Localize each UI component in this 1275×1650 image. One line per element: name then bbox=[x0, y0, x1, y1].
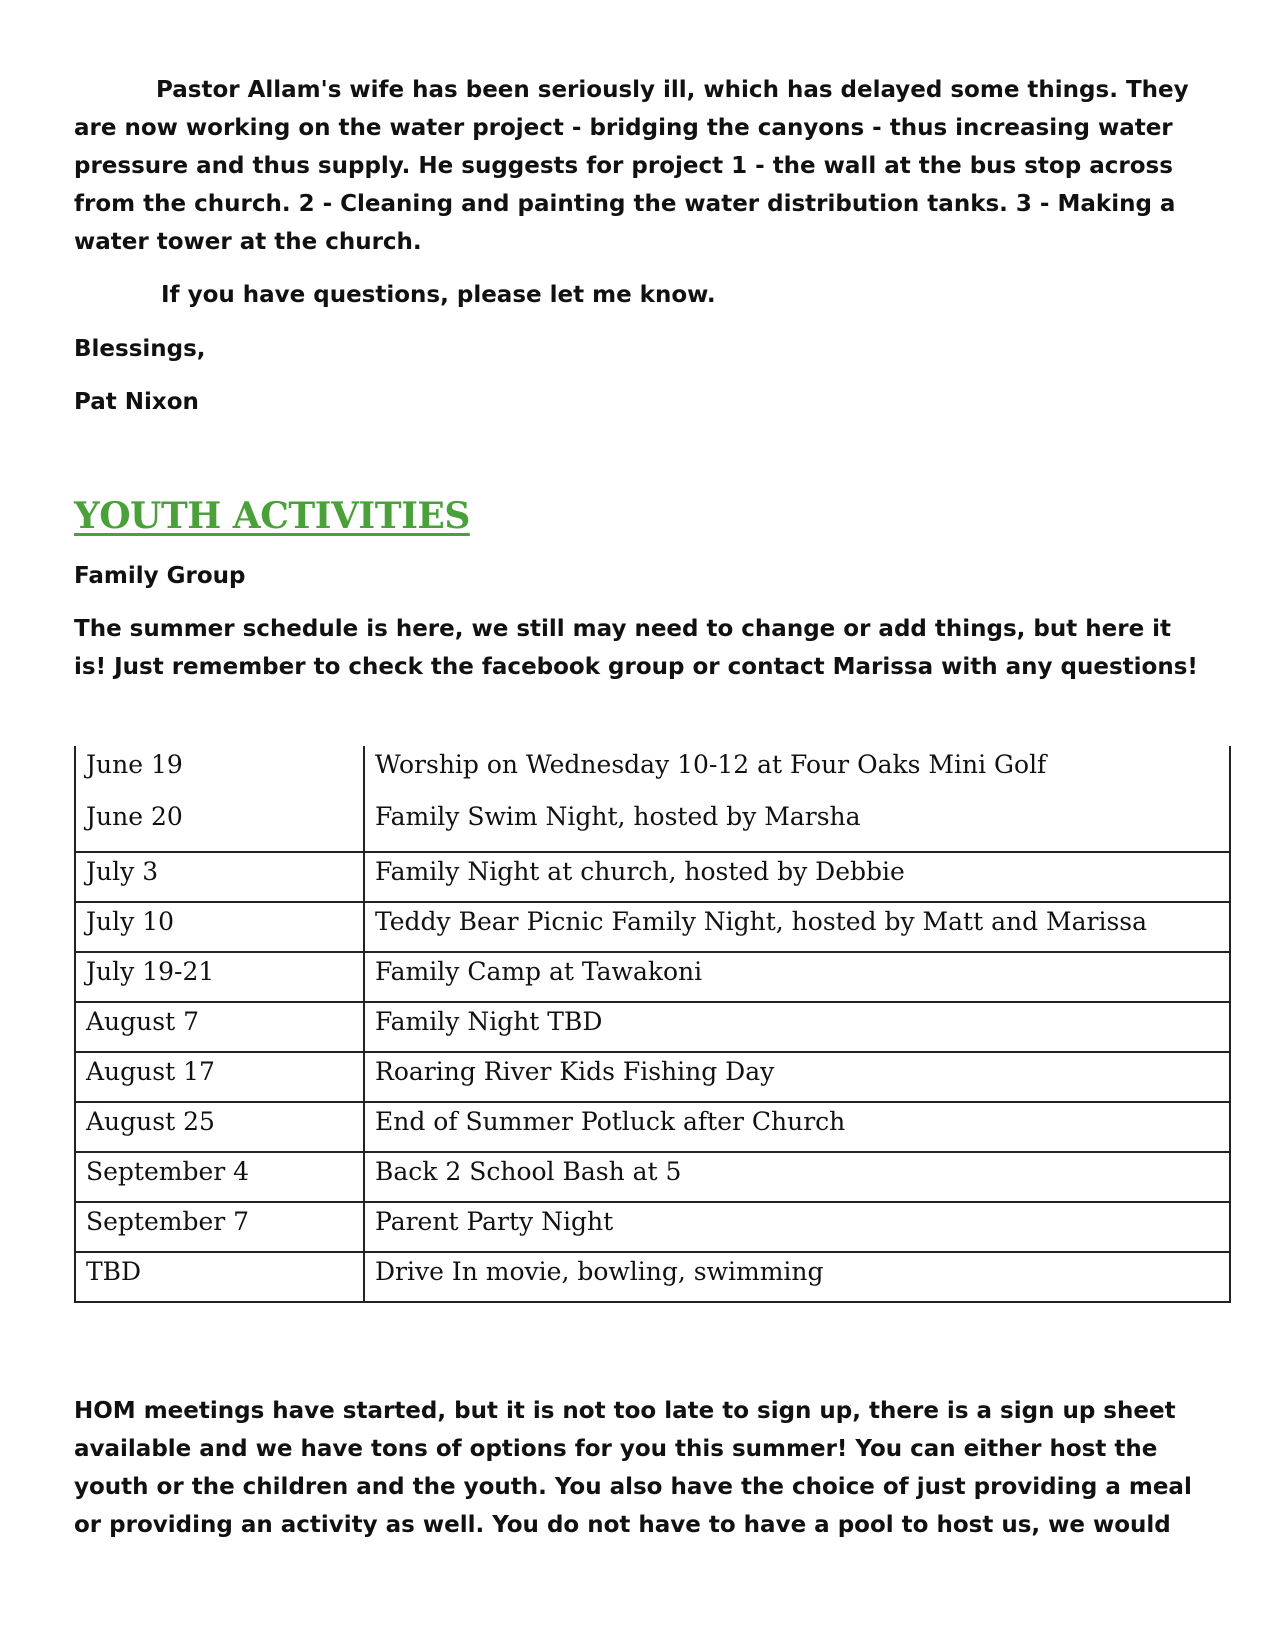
table-row bbox=[75, 1252, 1230, 1302]
date-cell: August 7 bbox=[75, 1002, 364, 1052]
table-row bbox=[75, 1052, 1230, 1102]
date-cell bbox=[75, 746, 364, 852]
table-row bbox=[75, 852, 1230, 902]
date-cell: TBD bbox=[75, 1252, 364, 1302]
table-row bbox=[75, 1202, 1230, 1252]
table-row bbox=[75, 952, 1230, 1002]
table-row bbox=[75, 746, 1230, 852]
event-text: Worship on Wednesday 10-12 at Four Oaks Mini Golf bbox=[375, 750, 1047, 779]
date-text: June 20 bbox=[86, 802, 183, 831]
event-cell: Parent Party Night bbox=[364, 1202, 1230, 1252]
event-cell: Family Night at church, hosted by Debbie bbox=[364, 852, 1230, 902]
event-cell: Roaring River Kids Fishing Day bbox=[364, 1052, 1230, 1102]
schedule-table bbox=[74, 746, 1231, 1303]
table-row bbox=[75, 902, 1230, 952]
event-cell: Drive In movie, bowling, swimming bbox=[364, 1252, 1230, 1302]
event-text: Family Swim Night, hosted by Marsha bbox=[375, 802, 861, 831]
event-cell: Teddy Bear Picnic Family Night, hosted by Matt and Marissa bbox=[364, 902, 1230, 952]
letter-questions-line: If you have questions, please let me know. bbox=[161, 282, 716, 308]
date-cell: July 19-21 bbox=[75, 952, 364, 1002]
table-row bbox=[75, 1152, 1230, 1202]
table-row bbox=[75, 1102, 1230, 1152]
date-text: June 19 bbox=[86, 750, 183, 779]
hom-paragraph: HOM meetings have started, but it is not too late to sign up, there is a sign up sheet available and we have tons of options for you this summer! You can either host the youth or the children and the youth. You also have the choice of just providing a meal or providing an activity as well. You do not have to have a pool to host us, we would bbox=[74, 1398, 1192, 1538]
schedule-intro: The summer schedule is here, we still may need to change or add things, but here it is! Just remember to check the facebook group or contact Marissa with any questions! bbox=[74, 616, 1198, 680]
event-cell: Back 2 School Bash at 5 bbox=[364, 1152, 1230, 1202]
event-cell: End of Summer Potluck after Church bbox=[364, 1102, 1230, 1152]
date-cell: August 25 bbox=[75, 1102, 364, 1152]
date-cell: July 3 bbox=[75, 852, 364, 902]
event-cell: Family Night TBD bbox=[364, 1002, 1230, 1052]
date-cell: August 17 bbox=[75, 1052, 364, 1102]
table-row bbox=[75, 1002, 1230, 1052]
subheading-family-group: Family Group bbox=[74, 563, 246, 589]
event-cell bbox=[364, 746, 1230, 852]
date-cell: July 10 bbox=[75, 902, 364, 952]
letter-signature: Pat Nixon bbox=[74, 389, 199, 415]
letter-paragraph: Pastor Allam's wife has been seriously ill, which has delayed some things. They are now working on the water project - bridging the canyons - thus increasing water pressure and thus supply. He suggests for project 1 - the wall at the bus stop across from the church. 2 - Cleaning and painting the water distribution tanks. 3 - Making a water tower at the church. bbox=[74, 77, 1189, 255]
date-cell: September 4 bbox=[75, 1152, 364, 1202]
letter-closing: Blessings, bbox=[74, 336, 206, 362]
date-cell: September 7 bbox=[75, 1202, 364, 1252]
event-cell: Family Camp at Tawakoni bbox=[364, 952, 1230, 1002]
section-heading: YOUTH ACTIVITIES bbox=[74, 495, 470, 537]
